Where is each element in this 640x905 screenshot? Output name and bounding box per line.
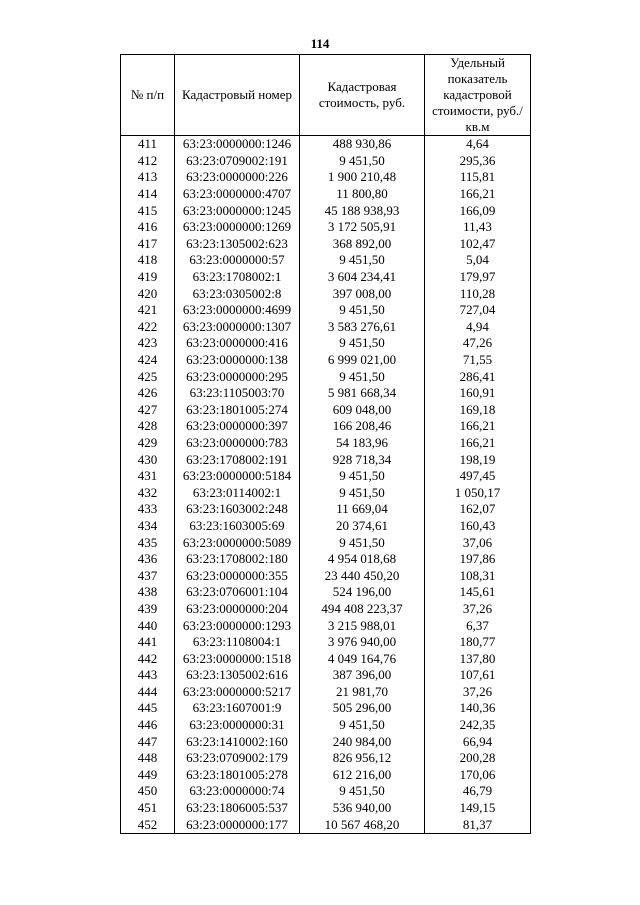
row-number-cell: 428 xyxy=(121,418,175,435)
specific-indicator-cell: 46,79 xyxy=(425,783,531,800)
row-number-cell: 418 xyxy=(121,252,175,269)
specific-indicator-cell: 37,26 xyxy=(425,601,531,618)
table-row xyxy=(121,584,531,601)
cadastral-value-cell: 4 954 018,68 xyxy=(300,551,425,568)
row-number-cell: 421 xyxy=(121,302,175,319)
cadastral-value-cell: 166 208,46 xyxy=(300,418,425,435)
specific-indicator-cell: 5,04 xyxy=(425,252,531,269)
cadastral-value-cell: 488 930,86 xyxy=(300,136,425,153)
table-row xyxy=(121,484,531,501)
cadastral-number-cell: 63:23:0000000:1307 xyxy=(175,319,300,336)
cadastral-number-cell: 63:23:0114002:1 xyxy=(175,484,300,501)
table-row xyxy=(121,650,531,667)
row-number-cell: 452 xyxy=(121,816,175,833)
cadastral-value-cell: 505 296,00 xyxy=(300,700,425,717)
cadastral-value-cell: 4 049 164,76 xyxy=(300,650,425,667)
row-number-cell: 451 xyxy=(121,800,175,817)
row-number-cell: 417 xyxy=(121,236,175,253)
cadastral-value-cell: 612 216,00 xyxy=(300,767,425,784)
row-number-cell: 411 xyxy=(121,136,175,153)
cadastral-number-cell: 63:23:1105003:70 xyxy=(175,385,300,402)
page-number: 114 xyxy=(310,36,330,51)
header-cadastral-value: Кадастровая стоимость, руб. xyxy=(300,55,425,136)
table-row xyxy=(121,567,531,584)
header-cadastral-number: Кадастровый номер xyxy=(175,55,300,136)
specific-indicator-cell: 115,81 xyxy=(425,169,531,186)
cadastral-number-cell: 63:23:0706001:104 xyxy=(175,584,300,601)
table-row xyxy=(121,186,531,203)
table-row xyxy=(121,385,531,402)
row-number-cell: 424 xyxy=(121,352,175,369)
cadastral-number-cell: 63:23:0000000:5184 xyxy=(175,468,300,485)
table-row xyxy=(121,501,531,518)
cadastral-number-cell: 63:23:1708002:1 xyxy=(175,269,300,286)
row-number-cell: 450 xyxy=(121,783,175,800)
row-number-cell: 438 xyxy=(121,584,175,601)
table-row xyxy=(121,601,531,618)
cadastral-number-cell: 63:23:1305002:623 xyxy=(175,236,300,253)
specific-indicator-cell: 497,45 xyxy=(425,468,531,485)
row-number-cell: 446 xyxy=(121,717,175,734)
cadastral-value-cell: 3 583 276,61 xyxy=(300,319,425,336)
cadastral-number-cell: 63:23:0000000:4699 xyxy=(175,302,300,319)
specific-indicator-cell: 295,36 xyxy=(425,153,531,170)
table-row xyxy=(121,285,531,302)
specific-indicator-cell: 166,21 xyxy=(425,418,531,435)
table-row xyxy=(121,202,531,219)
cadastral-value-cell: 23 440 450,20 xyxy=(300,567,425,584)
table-row xyxy=(121,750,531,767)
specific-indicator-cell: 47,26 xyxy=(425,335,531,352)
specific-indicator-cell: 242,35 xyxy=(425,717,531,734)
cadastral-value-cell: 3 604 234,41 xyxy=(300,269,425,286)
cadastral-number-cell: 63:23:0709002:191 xyxy=(175,153,300,170)
cadastral-number-cell: 63:23:0000000:397 xyxy=(175,418,300,435)
specific-indicator-cell: 71,55 xyxy=(425,352,531,369)
row-number-cell: 423 xyxy=(121,335,175,352)
cadastral-value-cell: 45 188 938,93 xyxy=(300,202,425,219)
row-number-cell: 445 xyxy=(121,700,175,717)
row-number-cell: 415 xyxy=(121,202,175,219)
table-row xyxy=(121,617,531,634)
specific-indicator-cell: 137,80 xyxy=(425,650,531,667)
specific-indicator-cell: 166,09 xyxy=(425,202,531,219)
specific-indicator-cell: 166,21 xyxy=(425,435,531,452)
specific-indicator-cell: 37,26 xyxy=(425,684,531,701)
specific-indicator-cell: 166,21 xyxy=(425,186,531,203)
row-number-cell: 427 xyxy=(121,402,175,419)
row-number-cell: 447 xyxy=(121,733,175,750)
cadastral-number-cell: 63:23:0000000:57 xyxy=(175,252,300,269)
table-row xyxy=(121,816,531,833)
row-number-cell: 422 xyxy=(121,319,175,336)
specific-indicator-cell: 140,36 xyxy=(425,700,531,717)
cadastral-value-cell: 1 900 210,48 xyxy=(300,169,425,186)
specific-indicator-cell: 1 050,17 xyxy=(425,484,531,501)
cadastral-value-cell: 3 172 505,91 xyxy=(300,219,425,236)
table-row xyxy=(121,252,531,269)
specific-indicator-cell: 37,06 xyxy=(425,534,531,551)
specific-indicator-cell: 66,94 xyxy=(425,733,531,750)
specific-indicator-cell: 179,97 xyxy=(425,269,531,286)
specific-indicator-cell: 162,07 xyxy=(425,501,531,518)
cadastral-value-cell: 11 800,80 xyxy=(300,186,425,203)
cadastral-value-cell: 11 669,04 xyxy=(300,501,425,518)
cadastral-number-cell: 63:23:0000000:177 xyxy=(175,816,300,833)
table-row xyxy=(121,269,531,286)
cadastral-number-cell: 63:23:0000000:31 xyxy=(175,717,300,734)
row-number-cell: 413 xyxy=(121,169,175,186)
cadastral-number-cell: 63:23:0000000:1245 xyxy=(175,202,300,219)
cadastral-number-cell: 63:23:0000000:204 xyxy=(175,601,300,618)
specific-indicator-cell: 160,43 xyxy=(425,518,531,535)
row-number-cell: 437 xyxy=(121,567,175,584)
table-row xyxy=(121,368,531,385)
specific-indicator-cell: 160,91 xyxy=(425,385,531,402)
cadastral-number-cell: 63:23:0000000:1246 xyxy=(175,136,300,153)
cadastral-value-cell: 494 408 223,37 xyxy=(300,601,425,618)
cadastral-value-cell: 10 567 468,20 xyxy=(300,816,425,833)
table-row xyxy=(121,700,531,717)
cadastral-value-cell: 9 451,50 xyxy=(300,153,425,170)
cadastral-value-cell: 21 981,70 xyxy=(300,684,425,701)
specific-indicator-cell: 180,77 xyxy=(425,634,531,651)
cadastral-number-cell: 63:23:1806005:537 xyxy=(175,800,300,817)
cadastral-number-cell: 63:23:0000000:355 xyxy=(175,567,300,584)
cadastral-number-cell: 63:23:1801005:278 xyxy=(175,767,300,784)
specific-indicator-cell: 6,37 xyxy=(425,617,531,634)
cadastral-value-cell: 9 451,50 xyxy=(300,484,425,501)
row-number-cell: 440 xyxy=(121,617,175,634)
specific-indicator-cell: 4,94 xyxy=(425,319,531,336)
row-number-cell: 449 xyxy=(121,767,175,784)
cadastral-value-cell: 9 451,50 xyxy=(300,468,425,485)
cadastral-value-cell: 826 956,12 xyxy=(300,750,425,767)
cadastral-value-cell: 20 374,61 xyxy=(300,518,425,535)
table-row xyxy=(121,219,531,236)
table-row xyxy=(121,236,531,253)
cadastral-value-cell: 6 999 021,00 xyxy=(300,352,425,369)
cadastral-value-cell: 9 451,50 xyxy=(300,717,425,734)
table-row xyxy=(121,551,531,568)
table-row xyxy=(121,733,531,750)
cadastral-number-cell: 63:23:1603005:69 xyxy=(175,518,300,535)
cadastral-number-cell: 63:23:0000000:226 xyxy=(175,169,300,186)
table-row xyxy=(121,418,531,435)
row-number-cell: 416 xyxy=(121,219,175,236)
cadastral-value-cell: 9 451,50 xyxy=(300,335,425,352)
specific-indicator-cell: 107,61 xyxy=(425,667,531,684)
specific-indicator-cell: 198,19 xyxy=(425,451,531,468)
cadastral-value-cell: 9 451,50 xyxy=(300,252,425,269)
table-row xyxy=(121,451,531,468)
table-row xyxy=(121,352,531,369)
cadastral-number-cell: 63:23:1607001:9 xyxy=(175,700,300,717)
cadastral-value-cell: 3 976 940,00 xyxy=(300,634,425,651)
cadastral-value-cell: 368 892,00 xyxy=(300,236,425,253)
header-specific-indicator: Удельный показатель кадастровой стоимости, руб./кв.м xyxy=(425,55,531,136)
row-number-cell: 429 xyxy=(121,435,175,452)
cadastral-number-cell: 63:23:0000000:138 xyxy=(175,352,300,369)
cadastral-value-cell: 5 981 668,34 xyxy=(300,385,425,402)
table-row xyxy=(121,468,531,485)
cadastral-value-cell: 9 451,50 xyxy=(300,783,425,800)
cadastral-number-cell: 63:23:0000000:74 xyxy=(175,783,300,800)
row-number-cell: 441 xyxy=(121,634,175,651)
cadastral-value-cell: 9 451,50 xyxy=(300,534,425,551)
cadastral-value-cell: 609 048,00 xyxy=(300,402,425,419)
cadastral-number-cell: 63:23:0000000:1269 xyxy=(175,219,300,236)
cadastral-number-cell: 63:23:1603002:248 xyxy=(175,501,300,518)
specific-indicator-cell: 81,37 xyxy=(425,816,531,833)
row-number-cell: 448 xyxy=(121,750,175,767)
header-num: № п/п xyxy=(121,55,175,136)
cadastral-number-cell: 63:23:0305002:8 xyxy=(175,285,300,302)
row-number-cell: 432 xyxy=(121,484,175,501)
specific-indicator-cell: 170,06 xyxy=(425,767,531,784)
cadastral-value-cell: 397 008,00 xyxy=(300,285,425,302)
cadastral-number-cell: 63:23:0000000:5089 xyxy=(175,534,300,551)
cadastral-value-cell: 3 215 988,01 xyxy=(300,617,425,634)
row-number-cell: 444 xyxy=(121,684,175,701)
table-row xyxy=(121,800,531,817)
table-row xyxy=(121,667,531,684)
cadastral-value-cell: 240 984,00 xyxy=(300,733,425,750)
cadastral-number-cell: 63:23:0000000:5217 xyxy=(175,684,300,701)
specific-indicator-cell: 4,64 xyxy=(425,136,531,153)
row-number-cell: 434 xyxy=(121,518,175,535)
cadastral-value-cell: 928 718,34 xyxy=(300,451,425,468)
specific-indicator-cell: 145,61 xyxy=(425,584,531,601)
row-number-cell: 443 xyxy=(121,667,175,684)
table-row xyxy=(121,136,531,153)
table-row xyxy=(121,335,531,352)
table-row xyxy=(121,435,531,452)
table-row xyxy=(121,402,531,419)
specific-indicator-cell: 110,28 xyxy=(425,285,531,302)
table-row xyxy=(121,319,531,336)
cadastral-value-cell: 536 940,00 xyxy=(300,800,425,817)
cadastral-value-cell: 54 183,96 xyxy=(300,435,425,452)
specific-indicator-cell: 108,31 xyxy=(425,567,531,584)
row-number-cell: 436 xyxy=(121,551,175,568)
cadastral-number-cell: 63:23:0709002:179 xyxy=(175,750,300,767)
table-row xyxy=(121,717,531,734)
cadastral-number-cell: 63:23:0000000:783 xyxy=(175,435,300,452)
table-row xyxy=(121,684,531,701)
row-number-cell: 420 xyxy=(121,285,175,302)
row-number-cell: 442 xyxy=(121,650,175,667)
row-number-cell: 419 xyxy=(121,269,175,286)
cadastral-value-cell: 387 396,00 xyxy=(300,667,425,684)
cadastral-number-cell: 63:23:1708002:180 xyxy=(175,551,300,568)
cadastral-value-table xyxy=(120,54,531,834)
table-row xyxy=(121,518,531,535)
specific-indicator-cell: 102,47 xyxy=(425,236,531,253)
specific-indicator-cell: 727,04 xyxy=(425,302,531,319)
table-row xyxy=(121,634,531,651)
table-row xyxy=(121,169,531,186)
cadastral-number-cell: 63:23:0000000:295 xyxy=(175,368,300,385)
cadastral-number-cell: 63:23:1108004:1 xyxy=(175,634,300,651)
specific-indicator-cell: 286,41 xyxy=(425,368,531,385)
table-row xyxy=(121,534,531,551)
row-number-cell: 426 xyxy=(121,385,175,402)
cadastral-number-cell: 63:23:0000000:416 xyxy=(175,335,300,352)
cadastral-number-cell: 63:23:0000000:1293 xyxy=(175,617,300,634)
cadastral-value-cell: 9 451,50 xyxy=(300,368,425,385)
row-number-cell: 433 xyxy=(121,501,175,518)
table-body xyxy=(121,136,531,834)
table-row xyxy=(121,767,531,784)
cadastral-value-cell: 9 451,50 xyxy=(300,302,425,319)
specific-indicator-cell: 200,28 xyxy=(425,750,531,767)
cadastral-number-cell: 63:23:1801005:274 xyxy=(175,402,300,419)
table-row xyxy=(121,153,531,170)
specific-indicator-cell: 197,86 xyxy=(425,551,531,568)
row-number-cell: 430 xyxy=(121,451,175,468)
cadastral-number-cell: 63:23:1305002:616 xyxy=(175,667,300,684)
cadastral-number-cell: 63:23:1708002:191 xyxy=(175,451,300,468)
row-number-cell: 412 xyxy=(121,153,175,170)
cadastral-value-cell: 524 196,00 xyxy=(300,584,425,601)
row-number-cell: 414 xyxy=(121,186,175,203)
cadastral-number-cell: 63:23:1410002:160 xyxy=(175,733,300,750)
table-row xyxy=(121,783,531,800)
cadastral-number-cell: 63:23:0000000:4707 xyxy=(175,186,300,203)
cadastral-number-cell: 63:23:0000000:1518 xyxy=(175,650,300,667)
table-row xyxy=(121,302,531,319)
table-header-row xyxy=(121,55,531,136)
row-number-cell: 435 xyxy=(121,534,175,551)
specific-indicator-cell: 169,18 xyxy=(425,402,531,419)
specific-indicator-cell: 11,43 xyxy=(425,219,531,236)
row-number-cell: 425 xyxy=(121,368,175,385)
specific-indicator-cell: 149,15 xyxy=(425,800,531,817)
row-number-cell: 431 xyxy=(121,468,175,485)
row-number-cell: 439 xyxy=(121,601,175,618)
